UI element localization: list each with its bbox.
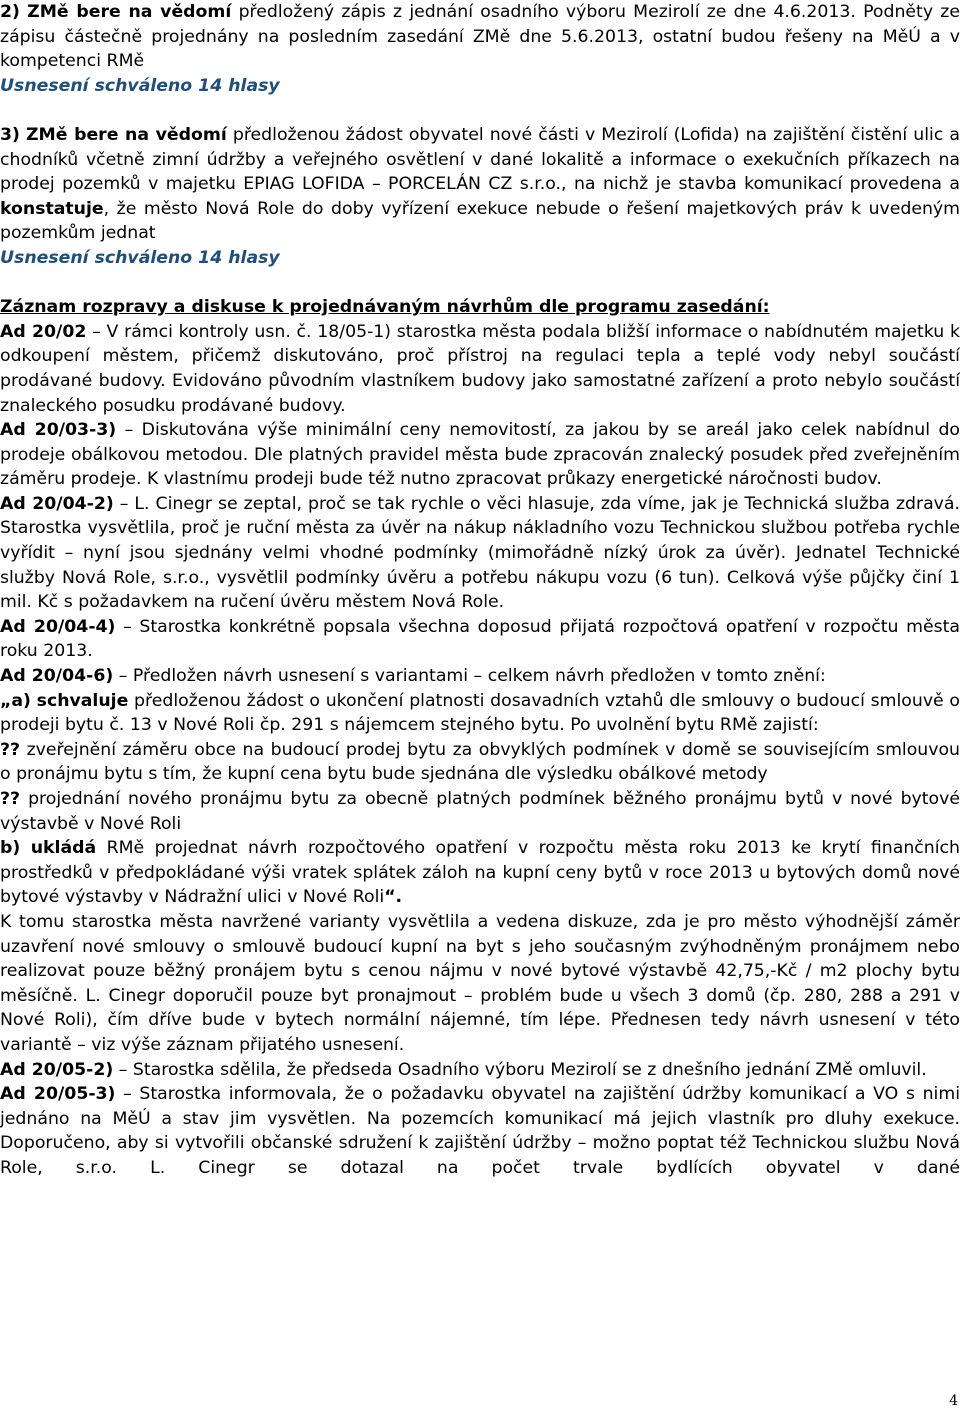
spacer <box>0 98 960 123</box>
item-3-resolution: Usnesení schváleno 14 hlasy <box>0 247 280 268</box>
ad-20-04-6-label: Ad 20/04-6) <box>0 666 114 687</box>
ad-20-02 <box>0 320 960 418</box>
ad-20-04-6-text: – Předložen návrh usnesení s variantami – celkem návrh předložen v tomto znění: <box>113 666 826 687</box>
option-b-text: RMě projednat návrh rozpočtového opatření v rozpočtu města roku 2013 ke krytí finančních prostředků v předpokládané výši vratek splátek záloh na kupní ceny bytů v roce 2013 u bytových domů nové bytové výstavby v Nádražní ulici v Nové Roli <box>0 838 960 908</box>
ad-20-04-4-label: Ad 20/04-4) <box>0 616 116 637</box>
ad-20-05-3-label: Ad 20/05-3) <box>0 1084 116 1105</box>
ad-20-04-6-followup: K tomu starostka města navržené varianty vysvětlila a vedena diskuze, zda je pro město výhodnější záměr uzavření nové smlouvy o smlouvě budoucí kupní na byt s jeho současným zvýhodněným pronájmem nebo realizovat pouze běžný pronájem bytu s cenou nájmu v nové bytové výstavbě 42,75,-Kč / m2 plochy bytu měsíčně. L. Cinegr doporučil pouze byt pronajmout – problém bude u všech 3 domů (čp. 280, 288 a 291 v Nové Roli), čím dříve bude v bytech normální nájemné, tím lépe. Přednesen tedy návrh usnesení v této variantě – viz výše záznam přijatého usnesení. <box>0 911 960 1055</box>
item-2-text: předložený zápis z jednání osadního výboru Mezirolí ze dne 4.6.2013. Podněty ze zápisu částečně projednány na posledním zasedání ZMě dne 5.6.2013, ostatní budou řešeny na MěÚ a v kompetenci RMě <box>0 2 960 72</box>
ad-20-04-2 <box>0 492 960 615</box>
item-3-text-b: , že město Nová Role do doby vyřízení exekuce nebude o řešení majetkových práv k uvedeným pozemkům jednat <box>0 198 960 244</box>
option-a-bold: schvaluje <box>36 690 129 711</box>
ad-20-04-6 <box>0 664 960 689</box>
ad-20-03-3-text: – Diskutována výše minimální ceny nemovitostí, za jakou by se areál jako celek nabídnul do prodeje obálkovou metodou. Dle platných pravidel města bude zpracován znalecký posudek před zveřejněním záměru prodeje. K vlastnímu prodeji bude též nutno zpracovat průkazy energetické náročnosti budov. <box>0 420 960 490</box>
ad-20-03-3-label: Ad 20/03-3) <box>0 420 117 441</box>
ad-20-04-2-label: Ad 20/04-2) <box>0 493 114 514</box>
ad-20-05-3-text: – Starostka informovala, že o požadavku obyvatel na zajištění údržby komunikací a VO s nimi jednáno na MěÚ a stav jim vysvětlen. Na pozemcích komunikací má jejich vlastník pro dluhy exekuce. Doporučeno, aby si vytvořili občanské sdružení k zajištění údržby – možno poptat též Technickou službu Nová Role, s.r.o. L. Cinegr se dotazal na počet trvale bydlících obyvatel v dané <box>0 1084 960 1178</box>
item-3-bold-mid: konstatuje <box>0 198 104 219</box>
item-3-text-a: předloženou žádost obyvatel nové části v Mezirolí (Lofida) na zajištění čistění ulic a chodníků včetně zimní údržby a veřejného osvětlení v dané lokalitě a informace o exekučních příkazech na prodej pozemků v majetku EPIAG LOFIDA – PORCELÁN CZ s.r.o., na nichž je stavba komunikací provedena a <box>0 124 960 195</box>
bullet-1-text: zveřejnění záměru obce na budoucí prodej bytu za obvyklých podmínek v domě se souvisejícím smlouvou o pronájmu bytu s tím, že kupní cena bytu bude sjednána dle výsledku obálkové metody <box>0 739 960 785</box>
item-2-lead: ZMě bere na vědomí <box>27 2 232 22</box>
page-number: 4 <box>949 1393 958 1409</box>
ad-20-05-2 <box>0 1058 960 1083</box>
option-b-prefix: b) <box>0 838 21 859</box>
resolution-option-a <box>0 689 960 738</box>
spacer <box>0 271 960 296</box>
item-2 <box>0 0 960 74</box>
item-3 <box>0 123 960 246</box>
item-2-resolution: Usnesení schváleno 14 hlasy <box>0 75 280 96</box>
resolution-bullet-2 <box>0 787 960 836</box>
ad-20-04-2-text: – L. Cinegr se zeptal, proč se tak rychle o věci hlasuje, zda víme, jak je Technická služba zdravá. Starostka vysvětlila, proč je ruční města za úvěr na nákup nákladního vozu Technickou službou potřeba rychle vyřídit – nyní jsou sjednány velmi vhodné podmínky (mimořádně nízký úrok za úvěr). Jednatel Technické služby Nová Role, s.r.o., vysvětlil podmínky úvěru a potřebu nákupu vozu (6 tun). Celková výše půjčky činí 1 mil. Kč s požadavkem na ručení úvěru městem Nová Role. <box>0 493 960 613</box>
bullet-2-mark: ?? <box>0 789 21 809</box>
item-3-number: 3) <box>0 124 20 145</box>
discussion-heading: Záznam rozpravy a diskuse k projednávaným návrhům dle programu zasedání: <box>0 297 770 318</box>
ad-20-02-text: – V rámci kontroly usn. č. 18/05-1) starostka města podala bližší informace o nabídnutém majetku k odkoupení městem, přičemž diskutováno, proč přístroj na regulaci tepla a teplé vody nebyl součástí prodávané budovy. Evidováno původním vlastníkem budovy jako samostatné zařízení a proto nebylo součástí znaleckého posudku prodávané budovy. <box>0 321 960 416</box>
ad-20-04-4 <box>0 615 960 664</box>
ad-20-05-3 <box>0 1082 960 1180</box>
item-3-lead: ZMě bere na vědomí <box>26 124 227 145</box>
option-a-prefix: „a) <box>0 690 31 711</box>
resolution-bullet-1 <box>0 738 960 787</box>
option-b-close: “. <box>384 887 403 908</box>
bullet-1-mark: ?? <box>0 739 21 760</box>
ad-20-04-4-text: – Starostka konkrétně popsala všechna doposud přijatá rozpočtová opatření v rozpočtu města roku 2013. <box>0 616 960 662</box>
option-b-bold: ukládá <box>30 838 97 859</box>
resolution-option-b <box>0 836 960 910</box>
item-2-number: 2) <box>0 2 20 22</box>
ad-20-03-3 <box>0 418 960 492</box>
bullet-2-text: projednání nového pronájmu bytu za obecně platných podmínek běžného pronájmu bytů v nové bytové výstavbě v Nové Roli <box>0 789 960 834</box>
ad-20-05-2-label: Ad 20/05-2) <box>0 1059 114 1080</box>
option-a-text: předloženou žádost o ukončení platnosti dosavadních vztahů dle smlouvy o budoucí smlouvě o prodeji bytu č. 13 v Nové Roli čp. 291 s nájemcem stejného bytu. Po uvolnění bytu RMě zajistí: <box>0 690 960 736</box>
ad-20-02-label: Ad 20/02 <box>0 321 87 342</box>
ad-20-05-2-text: – Starostka sdělila, že předseda Osadního výboru Mezirolí se z dnešního jednání ZMě omluvil. <box>113 1059 927 1080</box>
